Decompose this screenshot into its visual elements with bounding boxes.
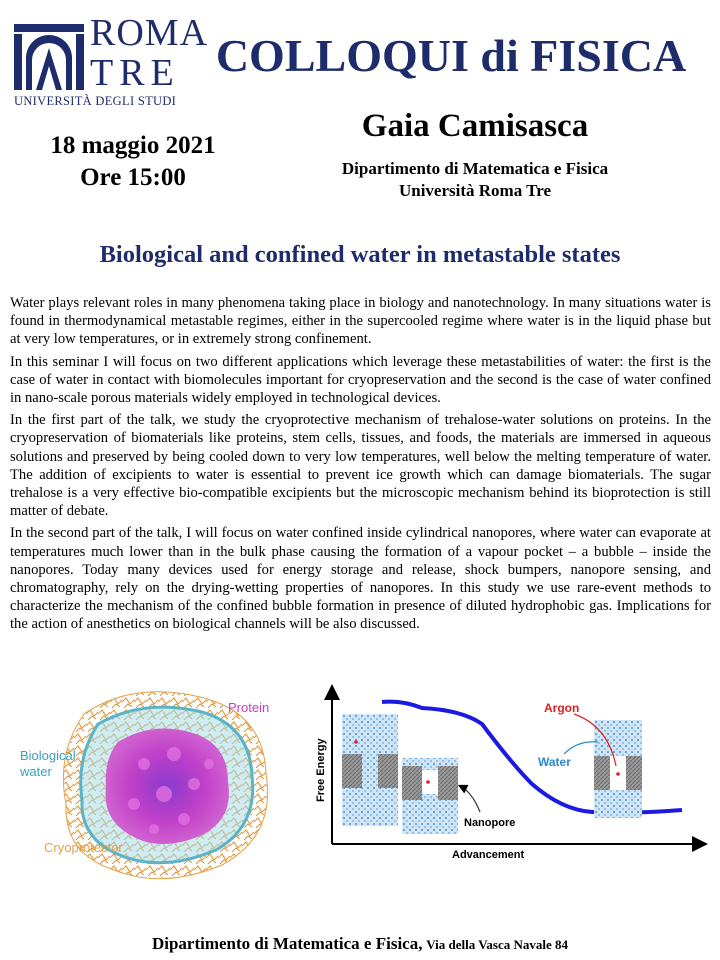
nanopore-arrow [460, 786, 480, 812]
talk-title: Biological and confined water in metastable states [99, 241, 621, 268]
label-cryoprotector: Cryoprotector [44, 840, 123, 855]
affiliation-line-1: Dipartimento di Matematica e Fisica [341, 159, 609, 178]
abstract-paragraph: Water plays relevant roles in many phenomena taking place in biology and nanotechnology. In many situations water is found in thermodynamical metastable regimes, either in the supercooled regime where water is in the liquid phase but at very low temperatures, or in extremely strong confinement. [10, 295, 711, 348]
y-axis-label: Free Energy [315, 738, 327, 802]
panel-dry-pore [594, 720, 642, 818]
logo-roma: ROMA [90, 12, 209, 54]
abstract-paragraph: In this seminar I will focus on two different applications which leverage these metastabilities of water: the first is the case of water in contact with biomolecules important for cryopreservation and the second is the case of water confined in nano-scale porous materials widely employed in technological devices. [10, 353, 711, 407]
event-time: Ore 15:00 [80, 164, 186, 191]
protein-figure [14, 684, 304, 884]
speaker-name: Gaia Camisasca [361, 108, 589, 144]
panel-wet-pore [342, 714, 398, 826]
footer-address: Via della Vasca Navale 84 [426, 937, 569, 952]
abstract-paragraph: In the first part of the talk, we study the cryoprotective mechanism of trehalose-water solutions on proteins. In the cryopreservation of biomaterials like proteins, stem cells, tissues, and foods, the materials are immersed in aqueous solutions and preserved by being cooled down to very low temperatures, well below the melting temperature of water. The addition of excipients to water is essential to prevent ice growth which can damage biomaterials. The sugar trehalose is a very effective bio-compatible excipients but the microscopic mechanism behind its bioprotection is still matter of debate. [10, 412, 711, 520]
abstract [10, 294, 711, 638]
arch-emblem-icon [12, 18, 86, 92]
abstract-paragraph: In the second part of the talk, I will focus on water confined inside cylindrical nanopores, where water can evaporate at temperatures much lower than in the bulk phase causing the formation of a vapour pocket – a bubble – inside the nanopores. Today many devices used for energy storage and release, shock bumpers, nanopore sensing, and chromatography, rely on the drying-wetting properties of nanopores. In this study we use rare-event methods to characterize the mechanism of the confined bubble formation in presence of diluted hydrophobic gas. Implications for the action of anesthetics on biological channels will be also discussed. [10, 525, 711, 633]
panel-bubble-pore [402, 758, 458, 834]
speaker-affiliation [300, 158, 650, 202]
label-argon: Argon [544, 701, 580, 715]
series-title: COLLOQUI di FISICA [215, 30, 687, 81]
footer-department: Dipartimento di Matematica e Fisica, [151, 934, 423, 953]
affiliation-line-2: Università Roma Tre [398, 181, 552, 200]
event-date: 18 maggio 2021 [50, 132, 216, 159]
event-datetime [18, 130, 248, 194]
label-biological: Biological [20, 748, 76, 763]
label-water-right: Water [538, 755, 571, 769]
logo-university: UNIVERSITÀ DEGLI STUDI [14, 94, 177, 108]
footer [0, 934, 720, 955]
label-protein: Protein [228, 700, 270, 715]
free-energy-figure [312, 684, 712, 864]
label-nanopore: Nanopore [464, 817, 516, 829]
logo-tre: TRE [90, 52, 180, 94]
water-arrow [564, 742, 598, 754]
x-axis-label: Advancement [452, 849, 525, 861]
label-water: water [20, 764, 52, 779]
university-logo [12, 12, 209, 110]
protein-core [106, 729, 229, 844]
